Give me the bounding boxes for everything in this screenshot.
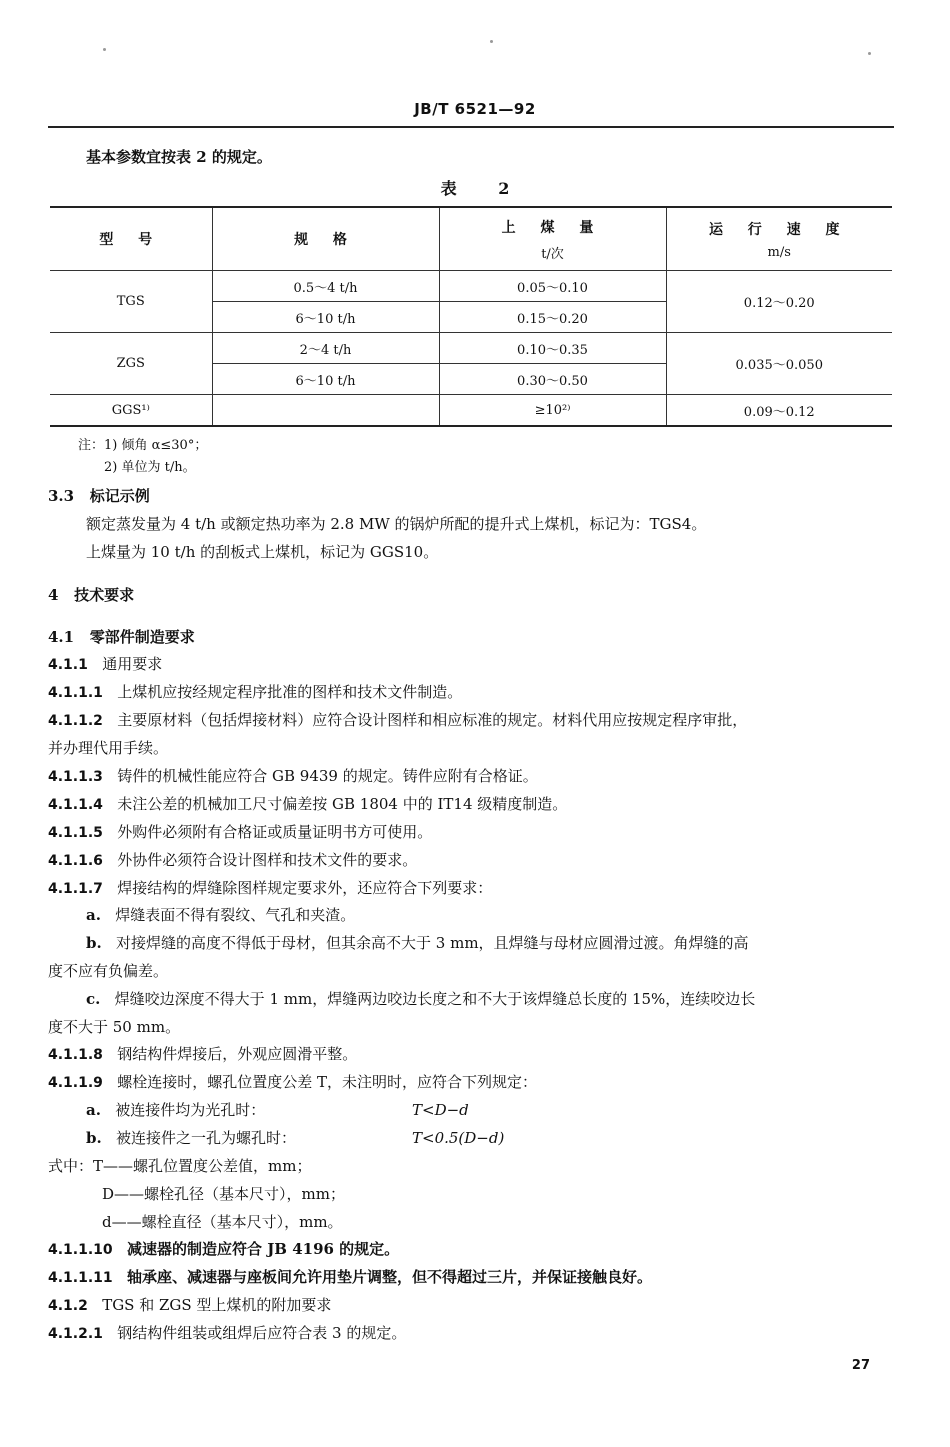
scan-speck [103, 48, 106, 51]
where-clause: 式中：T——螺孔位置度公差值，mm； [48, 1157, 312, 1175]
scan-speck [490, 40, 493, 43]
table-row [50, 395, 892, 427]
cell-model: GGS¹⁾ [50, 395, 212, 427]
cell-spec [212, 395, 439, 427]
clause: 4.1.1.7 焊接结构的焊缝除图样规定要求外，还应符合下列要求： [48, 879, 493, 897]
col-header-speed: 运 行 速 度 m/s [666, 207, 892, 271]
cell-spec: 0.5～4 t/h [212, 271, 439, 302]
list-item: a. 焊缝表面不得有裂纹、气孔和夹渣。 [86, 906, 356, 924]
list-item-continuation: 度不应有负偏差。 [48, 962, 169, 980]
clause: 4.1.1.10 减速器的制造应符合 JB 4196 的规定。 [48, 1240, 400, 1258]
intro-paragraph: 基本参数宜按表 2 的规定。 [86, 148, 272, 166]
section-heading: 3.3 标记示例 [48, 487, 150, 505]
cell-speed: 0.12～0.20 [666, 271, 892, 333]
clause: 4.1.1.3 铸件的机械性能应符合 GB 9439 的规定。铸件应附有合格证。 [48, 767, 538, 785]
table-row [50, 333, 892, 364]
list-item: c. 焊缝咬边深度不得大于 1 mm，焊缝两边咬边长度之和不大于该焊缝总长度的 15%，连续咬边长 [86, 990, 756, 1008]
page-number: 27 [851, 1358, 870, 1373]
table-row [50, 271, 892, 302]
cell-spec: 6～10 t/h [212, 364, 439, 395]
paragraph: 额定蒸发量为 4 t/h 或额定热功率为 2.8 MW 的锅炉所配的提升式上煤机，标记为：TGS4。 [86, 515, 707, 533]
cell-amount: 0.05～0.10 [439, 271, 666, 302]
document-code: JB/T 6521—92 [414, 100, 536, 118]
cell-speed: 0.035～0.050 [666, 333, 892, 395]
header-rule [48, 126, 894, 128]
clause: 4.1.2 TGS 和 ZGS 型上煤机的附加要求 [48, 1296, 332, 1314]
clause: 4.1.1.6 外协件必须符合设计图样和技术文件的要求。 [48, 851, 418, 869]
section-heading: 4.1 零部件制造要求 [48, 628, 195, 646]
clause: 4.1.1.2 主要原材料（包括焊接材料）应符合设计图样和相应标准的规定。材料代用应按规定程序审批， [48, 711, 748, 729]
table-note: 注：1) 倾角 α≤30°； [78, 438, 208, 453]
clause: 4.1.2.1 钢结构件组装或组焊后应符合表 3 的规定。 [48, 1324, 407, 1342]
col-header-model: 型 号 [50, 207, 212, 271]
clause: 4.1.1.1 上煤机应按经规定程序批准的图样和技术文件制造。 [48, 683, 463, 701]
cell-speed: 0.09～0.12 [666, 395, 892, 427]
where-clause: d——螺栓直径（基本尺寸），mm。 [102, 1213, 343, 1231]
cell-amount: ≥10²⁾ [439, 395, 666, 427]
where-clause: D——螺栓孔径（基本尺寸），mm； [102, 1185, 345, 1203]
table-header-row [50, 207, 892, 271]
paragraph: 上煤量为 10 t/h 的刮板式上煤机，标记为 GGS10。 [86, 543, 439, 561]
clause: 4.1.1.4 未注公差的机械加工尺寸偏差按 GB 1804 中的 IT14 级精度制造。 [48, 795, 568, 813]
clause: 4.1.1.5 外购件必须附有合格证或质量证明书方可使用。 [48, 823, 433, 841]
cell-spec: 2～4 t/h [212, 333, 439, 364]
col-header-amount: 上 煤 量 t/次 [439, 207, 666, 271]
list-item: a. 被连接件均为光孔时： [86, 1101, 266, 1119]
table-note: 2) 单位为 t/h。 [104, 460, 196, 475]
scan-speck [868, 52, 871, 55]
parameters-table [50, 206, 892, 427]
cell-amount: 0.30～0.50 [439, 364, 666, 395]
cell-spec: 6～10 t/h [212, 302, 439, 333]
cell-amount: 0.10～0.35 [439, 333, 666, 364]
cell-model: TGS [50, 271, 212, 333]
formula: T<0.5(D−d) [412, 1129, 505, 1147]
clause: 4.1.1 通用要求 [48, 655, 163, 673]
clause-continuation: 并办理代用手续。 [48, 739, 169, 757]
section-heading: 4 技术要求 [48, 586, 135, 604]
cell-amount: 0.15～0.20 [439, 302, 666, 333]
clause: 4.1.1.11 轴承座、减速器与座板间允许用垫片调整，但不得超过三片，并保证接触良好。 [48, 1268, 652, 1286]
col-header-spec: 规 格 [212, 207, 439, 271]
cell-model: ZGS [50, 333, 212, 395]
table-title: 表 2 [440, 179, 528, 198]
list-item: b. 对接焊缝的高度不得低于母材，但其余高不大于 3 mm，且焊缝与母材应圆滑过渡。角焊缝的高 [86, 934, 749, 952]
clause: 4.1.1.9 螺栓连接时，螺孔位置度公差 T，未注明时，应符合下列规定： [48, 1073, 538, 1091]
formula: T<D−d [412, 1101, 469, 1119]
list-item: b. 被连接件之一孔为螺孔时： [86, 1129, 297, 1147]
clause: 4.1.1.8 钢结构件焊接后，外观应圆滑平整。 [48, 1045, 358, 1063]
list-item-continuation: 度不大于 50 mm。 [48, 1018, 181, 1036]
